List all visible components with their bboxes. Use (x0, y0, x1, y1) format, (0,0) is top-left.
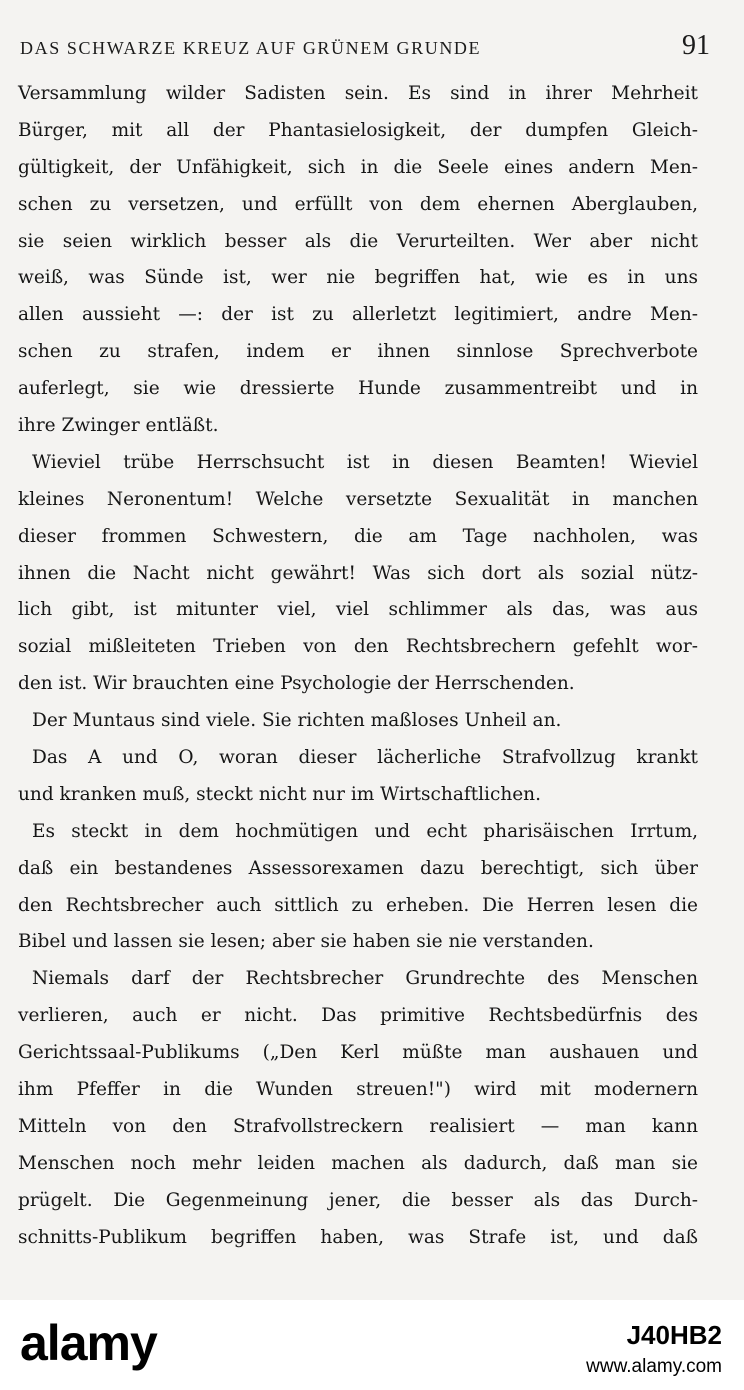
text-line: daß ein bestandenes Assessorexamen dazu berechtigt, sich über (18, 857, 698, 879)
paragraph-start: Niemals darf der Rechtsbrecher Grundrechte des Menschen (32, 968, 698, 990)
text-line: ihnen die Nacht nicht gewährt! Was sich dort als sozial nütz- (18, 562, 698, 584)
running-head: DAS SCHWARZE KREUZ AUF GRÜNEM GRUNDE (20, 38, 482, 58)
text-line: Gerichtssaal-Publikums („Den Kerl müßte man aushauen und (18, 1042, 698, 1064)
text-line: auferlegt, sie wie dressierte Hunde zusammentreibt und in (18, 378, 698, 400)
text-line: Mitteln von den Strafvollstreckern realisiert — man kann (18, 1115, 698, 1137)
text-line: schen zu strafen, indem er ihnen sinnlose Sprechverbote (18, 341, 698, 363)
text-line: verlieren, auch er nicht. Das primitive Rechtsbedürfnis des (18, 1005, 698, 1027)
text-line: sozial mißleiteten Trieben von den Rechtsbrechern gefehlt wor- (18, 636, 698, 658)
body-text (18, 76, 698, 1257)
text-line: weiß, was Sünde ist, wer nie begriffen hat, wie es in uns (18, 267, 698, 289)
text-line: dieser frommen Schwestern, die am Tage nachholen, was (18, 525, 698, 547)
text-line: Menschen noch mehr leiden machen als dadurch, daß man sie (18, 1152, 698, 1174)
text-line: gültigkeit, der Unfähigkeit, sich in die Seele eines andern Men- (18, 156, 698, 178)
alamy-logo: alamy (20, 1315, 157, 1371)
text-line: ihm Pfeffer in die Wunden streuen!") wird mit modernern (18, 1079, 698, 1101)
paragraph-start: Wieviel trübe Herrschsucht ist in diesen Beamten! Wieviel (32, 451, 698, 473)
text-line: Bibel und lassen sie lesen; aber sie haben sie nie verstanden. (18, 931, 594, 953)
paragraph-start: Es steckt in dem hochmütigen und echt pharisäischen Irrtum, (32, 820, 698, 842)
text-line: und kranken muß, steckt nicht nur im Wirtschaftlichen. (18, 783, 541, 805)
paragraph-start: Der Muntaus sind viele. Sie richten maßloses Unheil an. (32, 710, 562, 732)
image-id: J40HB2 (626, 1320, 722, 1350)
text-line: den ist. Wir brauchten eine Psychologie der Herrschenden. (18, 673, 575, 695)
text-line: ihre Zwinger entläßt. (18, 415, 219, 437)
paragraph-start: Das A und O, woran dieser lächerliche Strafvollzug krankt (32, 747, 698, 769)
page-number: 91 (682, 30, 710, 61)
text-line: den Rechtsbrecher auch sittlich zu erheben. Die Herren lesen die (18, 894, 698, 916)
stock-url: www.alamy.com (586, 1356, 722, 1377)
stock-footer (0, 1300, 744, 1390)
text-line: lich gibt, ist mitunter viel, viel schlimmer als das, was aus (18, 599, 698, 621)
text-line: kleines Neronentum! Welche versetzte Sexualität in manchen (18, 488, 698, 510)
text-line: schnitts-Publikum begriffen haben, was Strafe ist, und daß (18, 1226, 698, 1248)
text-line: Bürger, mit all der Phantasielosigkeit, der dumpfen Gleich- (18, 119, 698, 141)
text-line: sie seien wirklich besser als die Verurteilten. Wer aber nicht (18, 230, 698, 252)
text-line: allen aussieht —: der ist zu allerletzt legitimiert, andre Men- (18, 304, 698, 326)
text-line: prügelt. Die Gegenmeinung jener, die besser als das Durch- (18, 1189, 698, 1211)
page-header (20, 30, 710, 68)
text-line: schen zu versetzen, und erfüllt von dem ehernen Aberglauben, (18, 193, 698, 215)
text-line: Versammlung wilder Sadisten sein. Es sind in ihrer Mehrheit (18, 83, 698, 104)
